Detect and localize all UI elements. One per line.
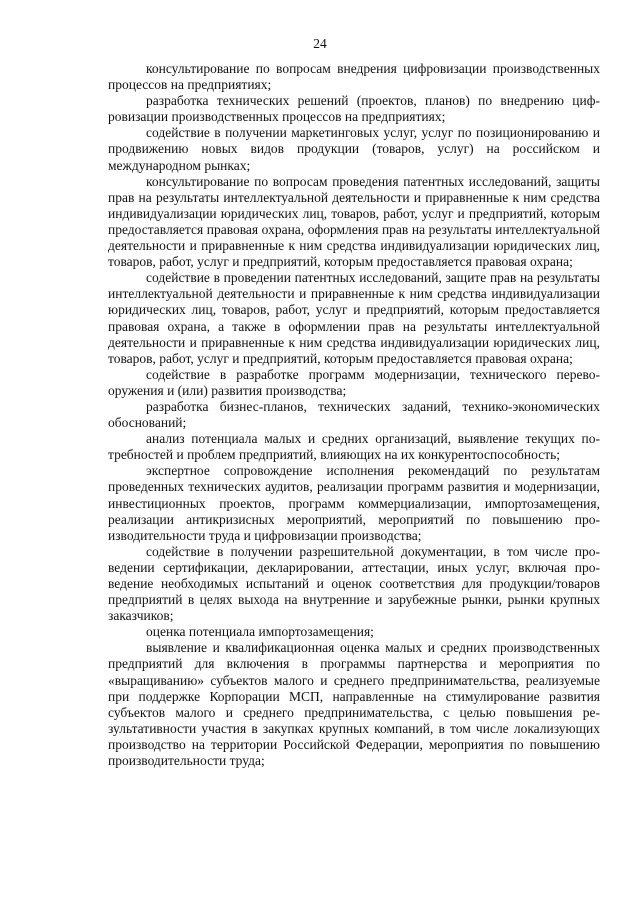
list-item: консультирование по вопросам внедрения цифровизации производственных процессов на предприятиях; bbox=[108, 61, 600, 93]
list-item: выявление и квалификационная оценка малых и средних производственных предприятий для включения в программы партнерства и мероприятия по «выращиванию» субъектов малого и среднего предпринимательства, реализуемые при поддержке Корпорации МСП, направленные на стимулирование развития субъектов малого и среднего предпринимательства, с целью повышения результативности участия в закупках крупных компаний, в том числе локализующих производство на территории Российской Федерации, мероприятия по повышению производительности труда; bbox=[108, 640, 600, 769]
list-item: оценка потенциала импортозамещения; bbox=[146, 624, 374, 640]
list-item: содействие в проведении патентных исследований, защите прав на результаты интеллектуальной деятельности и приравненные к ним средства индивидуализации юридических лиц, товаров, работ, услуг и предприятий, которым предоставляется правовая охрана, а также в оформлении прав на результаты интеллектуальной деятельности и приравненные к ним средства индивидуализации юридических лиц, товаров, работ, услуг и предприятий, которым предоставляется правовая охрана; bbox=[108, 270, 600, 366]
list-item: содействие в получении маркетинговых услуг, услуг по позиционированию и продвижению новых видов продукции (товаров, услуг) на российском и международном рынках; bbox=[108, 125, 600, 173]
list-item: экспертное сопровождение исполнения рекомендаций по результатам проведенных технических аудитов, реализации программ развития и модернизации, инвестиционных проектов, программ коммерциализации, импортозамещения, реализации антикризисных мероприятий, мероприятий по повышению производительности труда и цифровизации производства; bbox=[108, 463, 600, 543]
list-item: разработка технических решений (проектов, планов) по внедрению цифровизации производственных процессов на предприятиях; bbox=[108, 93, 600, 125]
list-item: содействие в получении разрешительной документации, в том числе проведении сертификации, декларировании, аттестации, иных услуг, включая проведение необходимых испытаний и оценок соответствия для продукции/товаров предприятий в целях выхода на внутренние и зарубежные рынки, рынки крупных заказчиков; bbox=[108, 543, 600, 624]
document-body bbox=[108, 61, 600, 769]
list-item: содействие в разработке программ модернизации, технического перевооружения и (или) развития производства; bbox=[108, 366, 600, 398]
page-number: 24 bbox=[313, 36, 327, 51]
list-item: анализ потенциала малых и средних организаций, выявление текущих потребностей и проблем предприятий, влияющих на их конкурентоспособность; bbox=[108, 431, 600, 463]
list-item: консультирование по вопросам проведения патентных исследований, защиты прав на результаты интеллектуальной деятельности и приравненные к ним средства индивидуализации юридических лиц, товаров, работ, услуг и предприятий, которым предоставляется правовая охрана, оформления прав на результаты интеллектуальной деятельности и приравненные к ним средства индивидуализации юридических лиц, товаров, работ, услуг и предприятий, которым предоставляется правовая охрана; bbox=[108, 173, 600, 270]
list-item: разработка бизнес-планов, технических заданий, технико-экономических обоснований; bbox=[108, 398, 600, 431]
